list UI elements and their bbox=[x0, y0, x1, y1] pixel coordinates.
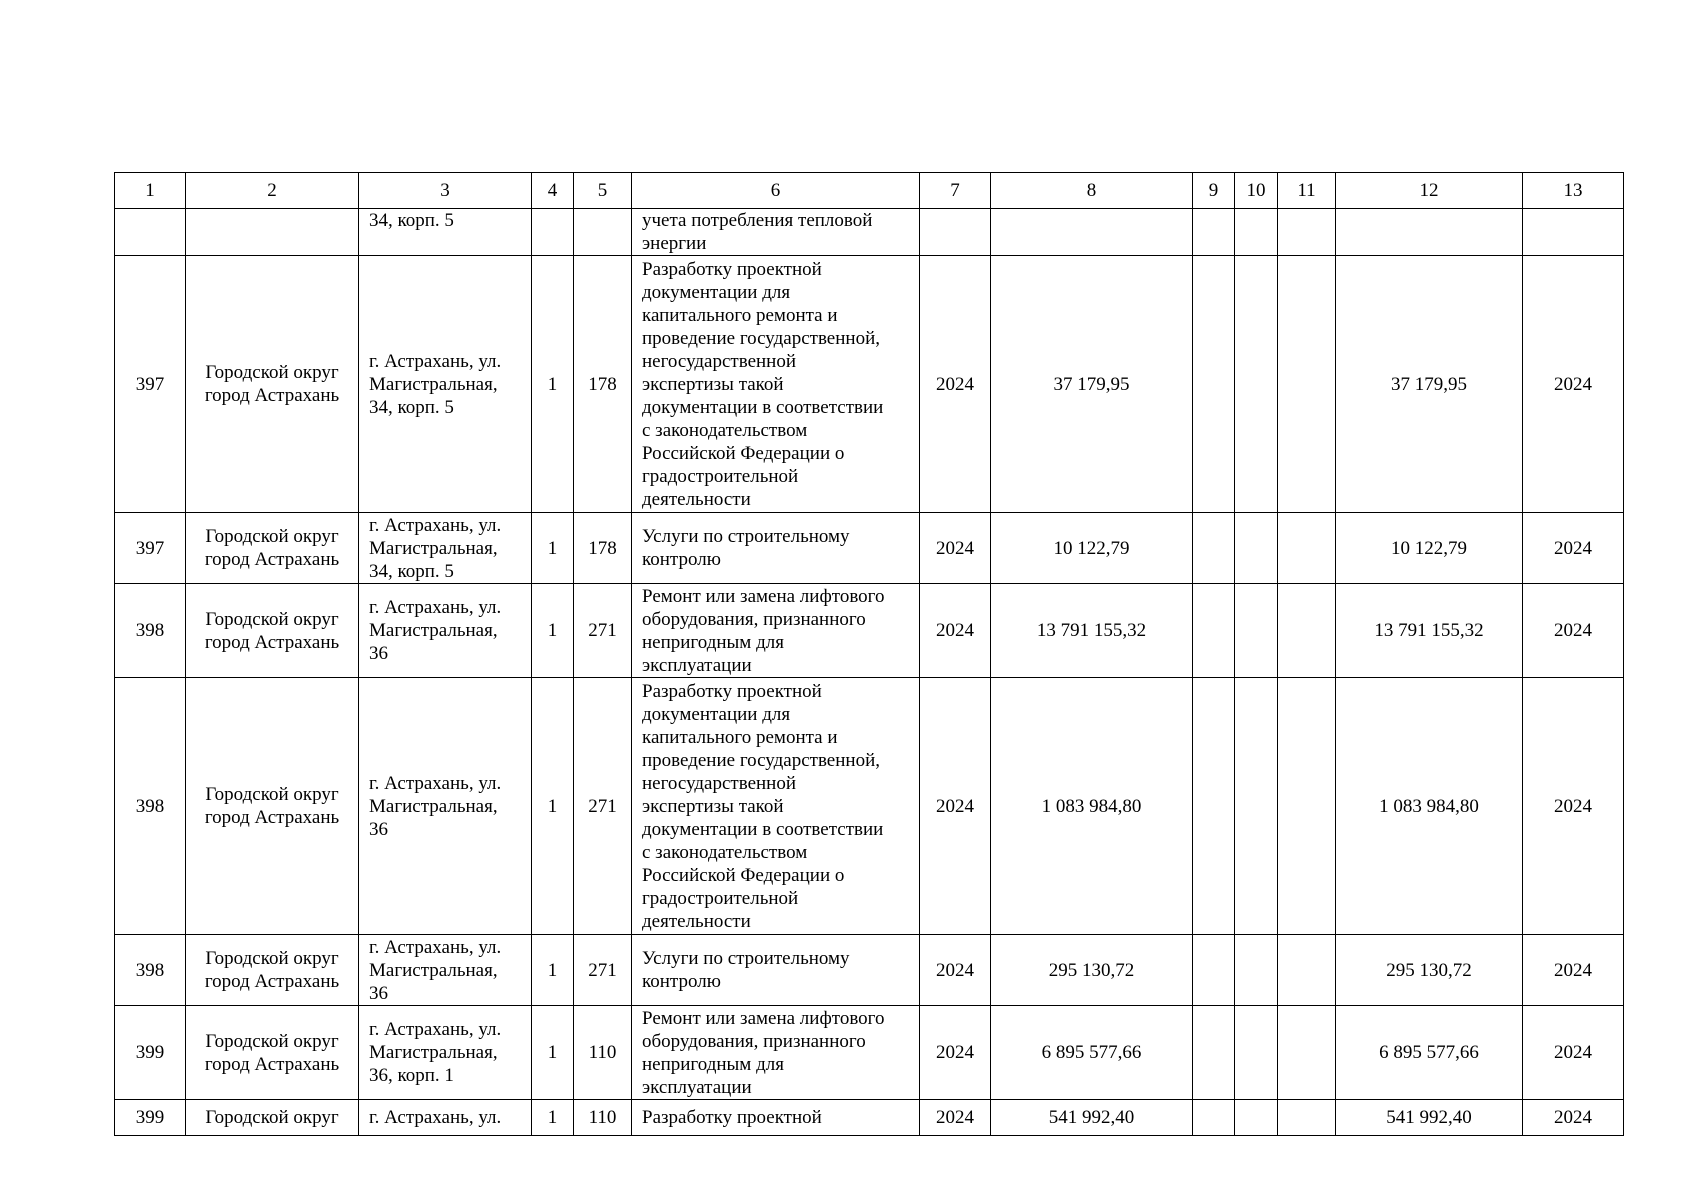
cell-address: г. Астрахань, ул. Магистральная, 36 bbox=[359, 935, 532, 1006]
cell-year13: 2024 bbox=[1523, 935, 1624, 1006]
cell-municipality: Городской округ город Астрахань bbox=[186, 584, 359, 678]
cell-amount: 6 895 577,66 bbox=[991, 1006, 1193, 1100]
table-row bbox=[115, 584, 1624, 678]
cell-col4: 1 bbox=[532, 513, 574, 584]
cell-work: Разработку проектной bbox=[632, 1100, 920, 1136]
cell-address: г. Астрахань, ул. Магистральная, 34, корп. 5 bbox=[359, 256, 532, 513]
cell-num: 399 bbox=[115, 1006, 186, 1100]
cell-col4: 1 bbox=[532, 584, 574, 678]
cell-year13: 2024 bbox=[1523, 513, 1624, 584]
cell-col10 bbox=[1235, 584, 1278, 678]
cell-amount12: 541 992,40 bbox=[1336, 1100, 1523, 1136]
cell-year: 2024 bbox=[920, 256, 991, 513]
cell-col10 bbox=[1235, 513, 1278, 584]
cell-col10 bbox=[1235, 256, 1278, 513]
cell-municipality: Городской округ bbox=[186, 1100, 359, 1136]
table-row bbox=[115, 256, 1624, 513]
cell-col10 bbox=[1235, 209, 1278, 256]
header-cell: 10 bbox=[1235, 173, 1278, 209]
cell-year: 2024 bbox=[920, 1006, 991, 1100]
header-cell: 9 bbox=[1193, 173, 1235, 209]
cell-amount12 bbox=[1336, 209, 1523, 256]
header-cell: 1 bbox=[115, 173, 186, 209]
cell-col11 bbox=[1278, 584, 1336, 678]
cell-col9 bbox=[1193, 256, 1235, 513]
header-cell: 4 bbox=[532, 173, 574, 209]
cell-year13: 2024 bbox=[1523, 1100, 1624, 1136]
cell-num: 398 bbox=[115, 678, 186, 935]
cell-col5: 178 bbox=[574, 256, 632, 513]
cell-num: 398 bbox=[115, 584, 186, 678]
table-row bbox=[115, 1006, 1624, 1100]
cell-year13: 2024 bbox=[1523, 678, 1624, 935]
cell-year: 2024 bbox=[920, 513, 991, 584]
cell-amount12: 13 791 155,32 bbox=[1336, 584, 1523, 678]
cell-year13: 2024 bbox=[1523, 1006, 1624, 1100]
header-cell: 2 bbox=[186, 173, 359, 209]
header-cell: 11 bbox=[1278, 173, 1336, 209]
cell-address: г. Астрахань, ул. Магистральная, 36, корп. 1 bbox=[359, 1006, 532, 1100]
cell-year: 2024 bbox=[920, 1100, 991, 1136]
cell-amount bbox=[991, 209, 1193, 256]
table-row bbox=[115, 935, 1624, 1006]
cell-num bbox=[115, 209, 186, 256]
cell-col11 bbox=[1278, 678, 1336, 935]
cell-amount: 541 992,40 bbox=[991, 1100, 1193, 1136]
cell-address: г. Астрахань, ул. Магистральная, 36 bbox=[359, 584, 532, 678]
header-cell: 5 bbox=[574, 173, 632, 209]
cell-col4: 1 bbox=[532, 1006, 574, 1100]
cell-col4: 1 bbox=[532, 678, 574, 935]
cell-year bbox=[920, 209, 991, 256]
continuation-row bbox=[115, 209, 1624, 256]
cell-col9 bbox=[1193, 935, 1235, 1006]
cell-amount12: 295 130,72 bbox=[1336, 935, 1523, 1006]
cell-work: Услуги по строительному контролю bbox=[632, 935, 920, 1006]
cell-year: 2024 bbox=[920, 935, 991, 1006]
cell-amount: 37 179,95 bbox=[991, 256, 1193, 513]
cell-amount: 295 130,72 bbox=[991, 935, 1193, 1006]
cell-amount: 1 083 984,80 bbox=[991, 678, 1193, 935]
cell-address: г. Астрахань, ул. Магистральная, 34, корп. 5 bbox=[359, 513, 532, 584]
cell-col9 bbox=[1193, 678, 1235, 935]
cell-municipality: Городской округ город Астрахань bbox=[186, 513, 359, 584]
cell-year: 2024 bbox=[920, 584, 991, 678]
header-cell: 8 bbox=[991, 173, 1193, 209]
cell-col10 bbox=[1235, 678, 1278, 935]
cell-year13 bbox=[1523, 209, 1624, 256]
cell-amount12: 6 895 577,66 bbox=[1336, 1006, 1523, 1100]
cell-municipality: Городской округ город Астрахань bbox=[186, 678, 359, 935]
cell-amount: 10 122,79 bbox=[991, 513, 1193, 584]
cell-col11 bbox=[1278, 935, 1336, 1006]
cell-col10 bbox=[1235, 1100, 1278, 1136]
cell-col5 bbox=[574, 209, 632, 256]
cell-municipality: Городской округ город Астрахань bbox=[186, 256, 359, 513]
cell-year13: 2024 bbox=[1523, 584, 1624, 678]
cell-col5: 271 bbox=[574, 584, 632, 678]
cell-col5: 178 bbox=[574, 513, 632, 584]
cell-work: Ремонт или замена лифтового оборудования, признанного непригодным для эксплуатации bbox=[632, 584, 920, 678]
cell-amount12: 37 179,95 bbox=[1336, 256, 1523, 513]
cell-col5: 271 bbox=[574, 678, 632, 935]
cell-municipality: Городской округ город Астрахань bbox=[186, 1006, 359, 1100]
cell-work: Услуги по строительному контролю bbox=[632, 513, 920, 584]
cell-address: 34, корп. 5 bbox=[359, 209, 532, 256]
cell-col4: 1 bbox=[532, 935, 574, 1006]
cell-num: 397 bbox=[115, 513, 186, 584]
cell-col4: 1 bbox=[532, 256, 574, 513]
cell-col10 bbox=[1235, 1006, 1278, 1100]
cell-col5: 110 bbox=[574, 1100, 632, 1136]
cell-col9 bbox=[1193, 513, 1235, 584]
cell-col5: 271 bbox=[574, 935, 632, 1006]
cell-work: Ремонт или замена лифтового оборудования, признанного непригодным для эксплуатации bbox=[632, 1006, 920, 1100]
works-table bbox=[114, 172, 1624, 1136]
table-row bbox=[115, 1100, 1624, 1136]
cell-amount12: 10 122,79 bbox=[1336, 513, 1523, 584]
cell-num: 398 bbox=[115, 935, 186, 1006]
cell-amount: 13 791 155,32 bbox=[991, 584, 1193, 678]
cell-col9 bbox=[1193, 1006, 1235, 1100]
header-cell: 3 bbox=[359, 173, 532, 209]
cell-address: г. Астрахань, ул. bbox=[359, 1100, 532, 1136]
cell-col11 bbox=[1278, 209, 1336, 256]
cell-col9 bbox=[1193, 584, 1235, 678]
cell-col11 bbox=[1278, 1100, 1336, 1136]
cell-year13: 2024 bbox=[1523, 256, 1624, 513]
header-row bbox=[115, 173, 1624, 209]
table-row bbox=[115, 678, 1624, 935]
cell-work: учета потребления тепловой энергии bbox=[632, 209, 920, 256]
cell-work: Разработку проектной документации для капитального ремонта и проведение государственной, негосударственной экспертизы такой документации в соответствии с законодательством Российской Федерации о градостроительной деятельности bbox=[632, 678, 920, 935]
cell-num: 397 bbox=[115, 256, 186, 513]
cell-col10 bbox=[1235, 935, 1278, 1006]
cell-municipality: Городской округ город Астрахань bbox=[186, 935, 359, 1006]
cell-col9 bbox=[1193, 1100, 1235, 1136]
cell-col4 bbox=[532, 209, 574, 256]
cell-num: 399 bbox=[115, 1100, 186, 1136]
cell-col5: 110 bbox=[574, 1006, 632, 1100]
cell-col11 bbox=[1278, 256, 1336, 513]
cell-address: г. Астрахань, ул. Магистральная, 36 bbox=[359, 678, 532, 935]
cell-work: Разработку проектной документации для капитального ремонта и проведение государственной, негосударственной экспертизы такой документации в соответствии с законодательством Российской Федерации о градостроительной деятельности bbox=[632, 256, 920, 513]
table-row bbox=[115, 513, 1624, 584]
header-cell: 13 bbox=[1523, 173, 1624, 209]
cell-col4: 1 bbox=[532, 1100, 574, 1136]
header-cell: 12 bbox=[1336, 173, 1523, 209]
cell-col11 bbox=[1278, 513, 1336, 584]
cell-municipality bbox=[186, 209, 359, 256]
header-cell: 7 bbox=[920, 173, 991, 209]
header-cell: 6 bbox=[632, 173, 920, 209]
cell-col9 bbox=[1193, 209, 1235, 256]
cell-year: 2024 bbox=[920, 678, 991, 935]
cell-amount12: 1 083 984,80 bbox=[1336, 678, 1523, 935]
cell-col11 bbox=[1278, 1006, 1336, 1100]
